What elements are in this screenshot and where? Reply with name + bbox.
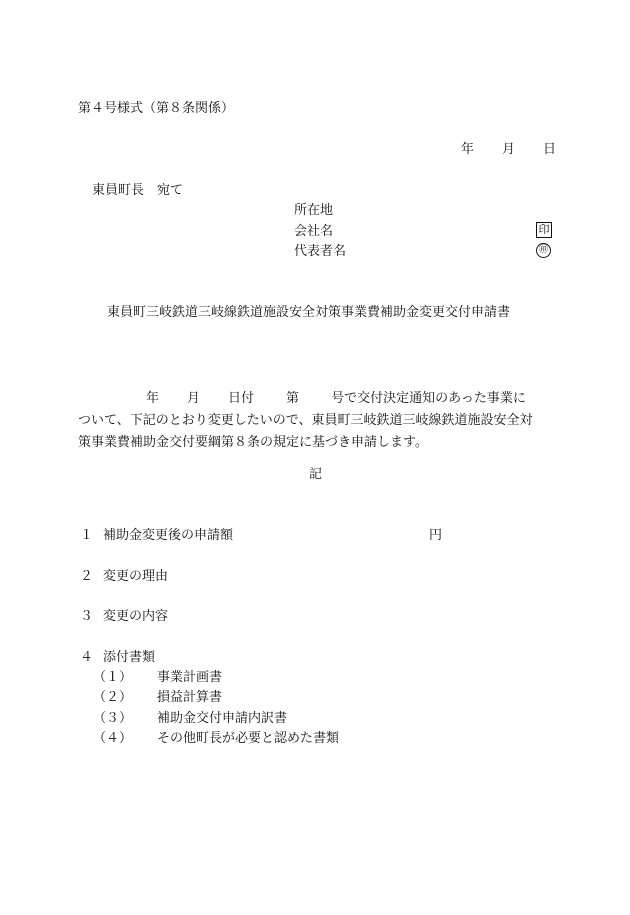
body-line-3: 策事業費補助金交付要綱第８条の規定に基づき申請します。 [78,435,428,450]
body-line-1-rest: 号で交付決定通知のあった事業に [331,391,526,406]
address-label: 所在地 [294,203,334,218]
company-seal-mark: 印 [536,222,552,238]
ki-heading: 記 [309,467,323,482]
item-label: 補助金変更後の申請額 [103,528,234,543]
company-label: 会社名 [294,224,334,239]
item-label: 変更の理由 [103,569,169,584]
attachment-label: 事業計画書 [157,670,223,685]
attachment-number: （４） [93,731,133,746]
attachment-number: （１） [93,670,133,685]
item-label: 添付書類 [103,650,156,665]
attachment-label: 補助金交付申請内訳書 [157,711,288,726]
item-number: ３ [80,609,94,624]
date-month: 月 [502,142,516,157]
attachment-label: その他町長が必要と認めた書類 [157,731,340,746]
body-dated: 日付 [228,391,255,406]
addressee: 東員町長 宛て [92,183,184,198]
item-number: ４ [80,650,94,665]
body-month: 月 [187,391,201,406]
item-unit: 円 [429,528,443,543]
body-line-1 [78,388,558,410]
body-line-2: ついて、下記のとおり変更したいので、東員町三岐鉄道三岐線鉄道施設安全対 [78,413,533,428]
attachment-number: （２） [93,690,133,705]
item-label: 変更の内容 [103,609,169,624]
representative-label: 代表者名 [294,244,347,259]
form-number: 第４号様式（第８条関係） [78,101,235,116]
representative-seal-mark: ㊞ [536,243,551,258]
item-number: １ [80,528,94,543]
date-day: 日 [543,142,557,157]
document-title: 東員町三岐鉄道三岐線鉄道施設安全対策事業費補助金変更交付申請書 [107,305,511,320]
date-year: 年 [461,142,475,157]
body-paragraph [78,388,558,454]
attachment-number: （３） [93,711,133,726]
body-number-prefix: 第 [286,391,300,406]
attachment-label: 損益計算書 [157,690,223,705]
body-year: 年 [146,391,160,406]
item-number: ２ [80,569,94,584]
